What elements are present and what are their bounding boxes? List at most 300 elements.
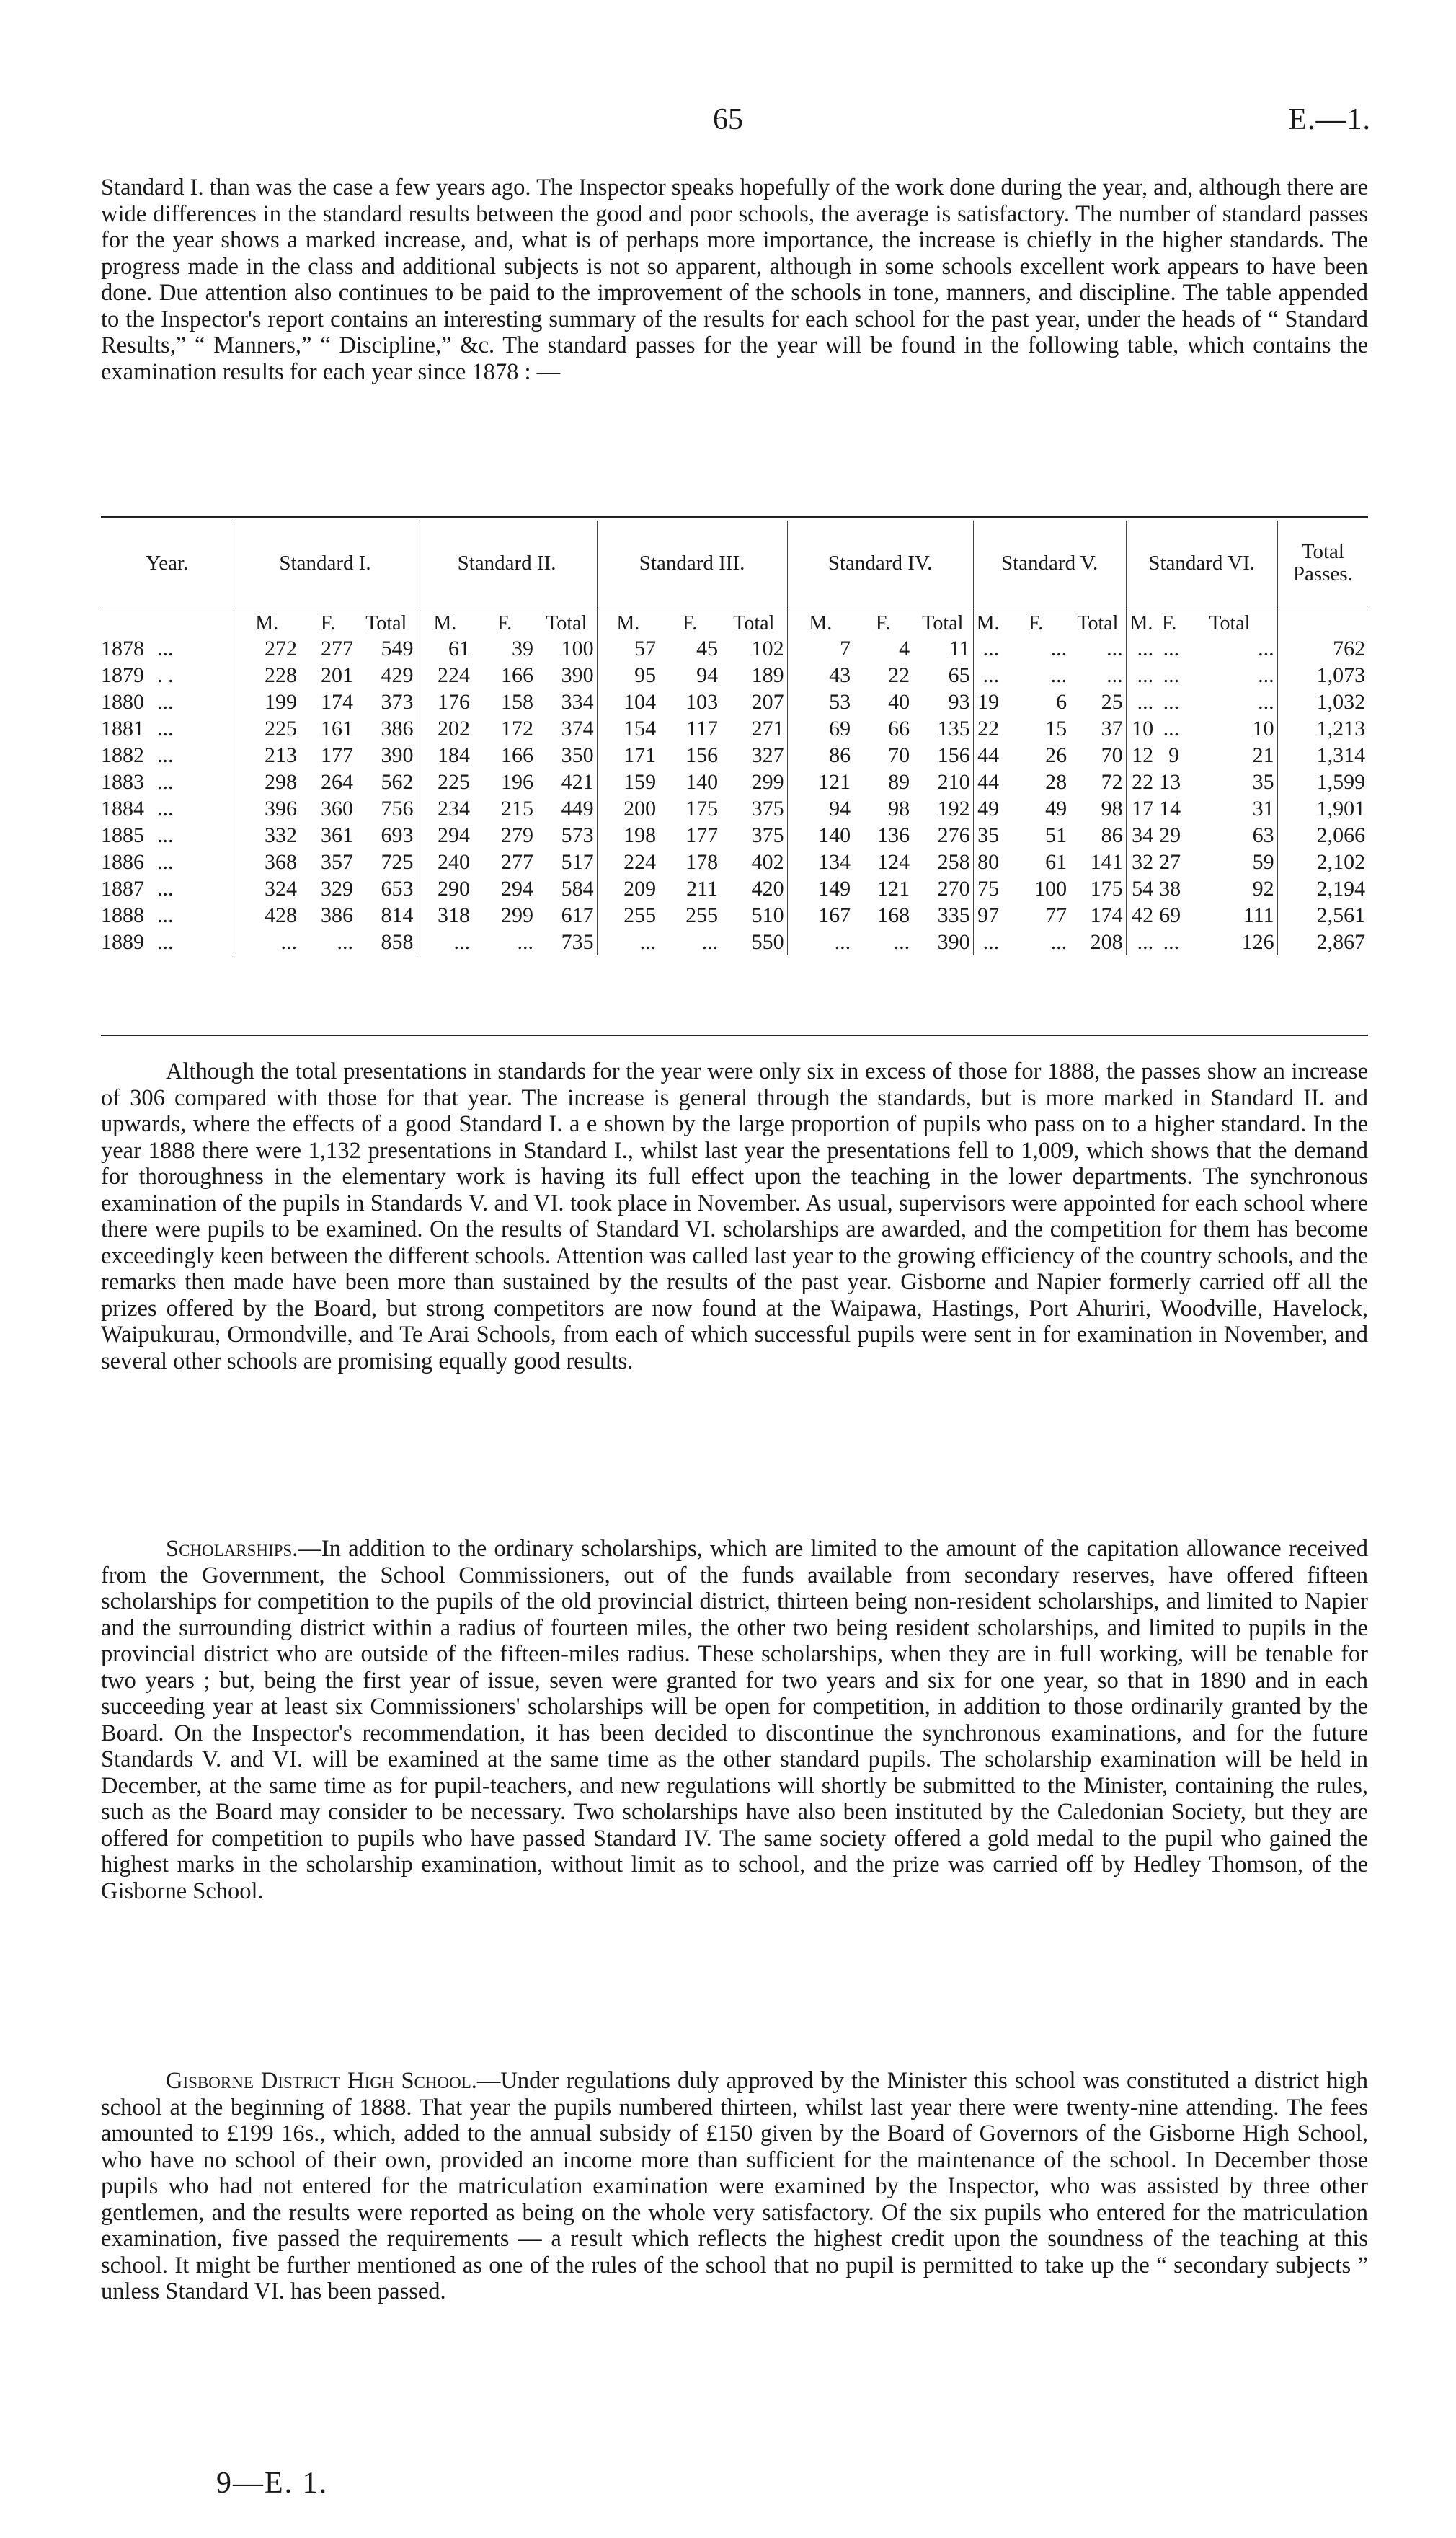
table-cell: 272 <box>234 635 300 662</box>
standard-passes-table <box>101 521 1368 955</box>
table-cell: 95 <box>597 662 659 689</box>
table-cell: ... <box>893 929 910 954</box>
year-leader-dots: ... <box>157 823 174 847</box>
table-cell: 175 <box>1090 876 1123 901</box>
table-cell: 858 <box>381 929 414 954</box>
table-cell: 294 <box>501 876 534 901</box>
table-cell: 156 <box>685 743 719 767</box>
year-cell <box>101 689 234 715</box>
table-cell: 93 <box>948 689 970 714</box>
table-cell: 57 <box>597 635 659 662</box>
table-cell: 121 <box>787 769 853 795</box>
sub-header-total: Total <box>536 606 597 636</box>
table-cell: ... <box>234 929 300 955</box>
year-leader-dots: ... <box>157 743 174 767</box>
table-cell: 70 <box>1101 743 1123 767</box>
intro-paragraph: Standard I. than was the case a few years ago. The Inspector speaks hopefully of the work done during the year, and, although there are wide differences in the standard results between the good and poor schools, the average is satisfactory. The number of standard passes for the year shows a marked increase, and, what is of perhaps more importance, the increase is chiefly in the higher standards. The progress made in the class and additional subjects is not so apparent, although in some schools excellent work appears to have been done. Due attention also continues to be paid to the improvement of the schools in tone, manners, and discipline. The table appended to the Inspector's report contains an interesting summary of the results for each school for the past year, under the heads of “ Standard Results,” “ Manners,” “ Discipline,” &c. The standard passes for the year will be found in the following table, which contains the examination results for each year since 1878 : — <box>101 174 1368 385</box>
table-cell: 184 <box>417 742 473 769</box>
table-cell: 174 <box>1090 903 1123 927</box>
table-cell: 429 <box>381 663 414 687</box>
table-cell: 45 <box>696 636 719 660</box>
table-cell: 42 <box>1126 902 1156 929</box>
sub-header-f: F. <box>1002 606 1070 636</box>
table-row <box>101 875 1368 902</box>
table-cell: 177 <box>685 823 719 847</box>
table-cell: 22 <box>888 663 910 687</box>
table-cell: ... <box>1258 636 1274 660</box>
table-cell: 234 <box>417 795 473 822</box>
table-cell: 140 <box>787 822 853 849</box>
table-cell: 34 <box>1126 822 1156 849</box>
year-value: 1888 <box>101 903 144 927</box>
table-cell: 298 <box>234 769 300 795</box>
table-cell: 31 <box>1252 796 1274 821</box>
table-cell: 390 <box>381 743 414 767</box>
table-row <box>101 822 1368 849</box>
year-value: 1878 <box>101 636 144 660</box>
year-cell <box>101 822 234 849</box>
table-cell: 177 <box>321 743 353 767</box>
year-cell <box>101 635 234 662</box>
total-passes-header: Total Passes. <box>1277 521 1368 606</box>
table-sub-header-row <box>101 606 1368 636</box>
total-passes-cell: 1,901 <box>1277 795 1368 822</box>
table-cell: 158 <box>501 689 534 714</box>
table-group-header-row <box>101 521 1368 606</box>
table-cell: 428 <box>234 902 300 929</box>
table-cell: 124 <box>877 849 910 874</box>
year-value: 1887 <box>101 876 144 901</box>
table-cell: 35 <box>1252 769 1274 794</box>
table-cell: 199 <box>234 689 300 715</box>
table-cell: 75 <box>973 875 1002 902</box>
sub-header-f: F. <box>300 606 356 636</box>
standard-iv-header: Standard IV. <box>787 521 973 606</box>
year-leader-dots: ... <box>157 716 174 740</box>
total-passes-cell: 1,599 <box>1277 769 1368 795</box>
sub-header-total: Total <box>1070 606 1126 636</box>
table-body <box>101 635 1368 955</box>
sub-header-f: F. <box>473 606 536 636</box>
sub-header-total: Total <box>1182 606 1277 636</box>
table-cell: 324 <box>234 875 300 902</box>
table-cell: ... <box>517 929 534 954</box>
total-passes-cell: 2,102 <box>1277 849 1368 875</box>
sub-header-total: Total <box>913 606 973 636</box>
table-cell: 10 <box>1252 716 1274 740</box>
total-passes-cell: 762 <box>1277 635 1368 662</box>
table-cell: 174 <box>321 689 353 714</box>
table-cell: ... <box>1050 636 1067 660</box>
table-cell: ... <box>1163 929 1180 954</box>
table-cell: 92 <box>1252 876 1274 901</box>
table-cell: 550 <box>751 929 784 954</box>
table-cell: 279 <box>501 823 534 847</box>
table-cell: 156 <box>937 743 970 767</box>
table-cell: 70 <box>888 743 910 767</box>
table-top-rule <box>101 516 1368 518</box>
table-cell: 224 <box>597 849 659 875</box>
sub-header-m: M. <box>417 606 473 636</box>
sub-header-total: Total <box>356 606 417 636</box>
table-cell: ... <box>1163 636 1180 660</box>
table-cell: 121 <box>877 876 910 901</box>
table-cell: 136 <box>877 823 910 847</box>
table-row <box>101 635 1368 662</box>
table-cell: 61 <box>1045 849 1067 874</box>
table-cell: 209 <box>597 875 659 902</box>
table-cell: 135 <box>937 716 970 740</box>
table-cell: 201 <box>321 663 353 687</box>
year-leader-dots: . . <box>157 663 174 687</box>
year-leader-dots: ... <box>157 929 174 954</box>
table-cell: ... <box>1126 662 1156 689</box>
table-cell: 334 <box>561 689 594 714</box>
table-cell: 10 <box>1126 715 1156 742</box>
table-cell: 215 <box>501 796 534 821</box>
table-cell: 202 <box>417 715 473 742</box>
table-cell: ... <box>973 635 1002 662</box>
table-cell: 573 <box>561 823 594 847</box>
sub-header-f: F. <box>853 606 913 636</box>
table-cell: 270 <box>937 876 970 901</box>
total-passes-cell: 1,032 <box>1277 689 1368 715</box>
year-value: 1884 <box>101 796 144 821</box>
table-cell: 98 <box>888 796 910 821</box>
table-cell: 175 <box>685 796 719 821</box>
table-cell: 98 <box>1101 796 1123 821</box>
table-cell: 329 <box>321 876 353 901</box>
table-cell: 154 <box>597 715 659 742</box>
standard-iii-header: Standard III. <box>597 521 787 606</box>
total-passes-cell: 2,561 <box>1277 902 1368 929</box>
table-cell: 277 <box>501 849 534 874</box>
table-cell: 725 <box>381 849 414 874</box>
year-leader-dots: ... <box>157 689 174 714</box>
table-cell: 53 <box>787 689 853 715</box>
table-cell: 200 <box>597 795 659 822</box>
table-cell: 100 <box>561 636 594 660</box>
table-cell: 277 <box>321 636 353 660</box>
table-row <box>101 902 1368 929</box>
table-cell: ... <box>1126 635 1156 662</box>
table-cell: 224 <box>417 662 473 689</box>
table-cell: 420 <box>751 876 784 901</box>
table-row <box>101 769 1368 795</box>
table-cell: 19 <box>973 689 1002 715</box>
table-cell: 584 <box>561 876 594 901</box>
sub-header-m: M. <box>597 606 659 636</box>
table-cell: 59 <box>1252 849 1274 874</box>
table-cell: 290 <box>417 875 473 902</box>
table-cell: 210 <box>937 769 970 794</box>
table-cell: 69 <box>1159 903 1181 927</box>
table-cell: 178 <box>685 849 719 874</box>
table-cell: 375 <box>751 823 784 847</box>
table-cell: 15 <box>1045 716 1067 740</box>
table-cell: 168 <box>877 903 910 927</box>
table-cell: 80 <box>973 849 1002 875</box>
table-cell: 196 <box>501 769 534 794</box>
table-cell: 103 <box>685 689 719 714</box>
table-cell: 374 <box>561 716 594 740</box>
table-cell: 276 <box>937 823 970 847</box>
table-cell: 28 <box>1045 769 1067 794</box>
table-cell: 617 <box>561 903 594 927</box>
table-cell: ... <box>1126 929 1156 955</box>
table-cell: ... <box>1050 929 1067 954</box>
table-cell: 421 <box>561 769 594 794</box>
table-cell: ... <box>787 929 853 955</box>
table-cell: 22 <box>1126 769 1156 795</box>
table-cell: 373 <box>381 689 414 714</box>
table-cell: 126 <box>1241 929 1274 954</box>
total-passes-cell: 2,066 <box>1277 822 1368 849</box>
table-cell: ... <box>1050 663 1067 687</box>
table-cell: 13 <box>1159 769 1181 794</box>
table-cell: 94 <box>696 663 719 687</box>
table-cell: 368 <box>234 849 300 875</box>
year-cell <box>101 875 234 902</box>
table-cell: 386 <box>321 903 353 927</box>
table-cell: 208 <box>1090 929 1123 954</box>
table-cell: 211 <box>686 876 719 901</box>
table-cell: ... <box>337 929 353 954</box>
total-passes-cell: 2,867 <box>1277 929 1368 955</box>
year-cell <box>101 849 234 875</box>
table-cell: 22 <box>973 715 1002 742</box>
table-cell: 117 <box>686 716 719 740</box>
table-cell: 11 <box>949 636 970 660</box>
signature-mark: 9—E. 1. <box>216 2467 329 2500</box>
table-cell: 517 <box>561 849 594 874</box>
table-cell: 17 <box>1126 795 1156 822</box>
table-cell: ... <box>1163 689 1180 714</box>
table-cell: ... <box>1163 716 1180 740</box>
total-passes-cell: 1,073 <box>1277 662 1368 689</box>
table-cell: ... <box>1106 636 1123 660</box>
table-row <box>101 849 1368 875</box>
table-cell: 27 <box>1159 849 1181 874</box>
year-leader-dots: ... <box>157 849 174 874</box>
table-cell: 390 <box>561 663 594 687</box>
year-value: 1886 <box>101 849 144 874</box>
table-cell: 299 <box>751 769 784 794</box>
table-cell: 44 <box>973 769 1002 795</box>
table-row <box>101 742 1368 769</box>
table-cell: ... <box>417 929 473 955</box>
table-cell: 35 <box>973 822 1002 849</box>
table-cell: 49 <box>973 795 1002 822</box>
scholarships-heading: Scholarships. <box>166 1536 298 1562</box>
table-cell: 299 <box>501 903 534 927</box>
sub-header-m: M. <box>787 606 853 636</box>
sub-header-m: M. <box>1126 606 1156 636</box>
table-cell: 61 <box>417 635 473 662</box>
table-cell: 332 <box>234 822 300 849</box>
table-cell: 240 <box>417 849 473 875</box>
table-cell: 7 <box>787 635 853 662</box>
table-cell: ... <box>701 929 719 954</box>
table-cell: 756 <box>381 796 414 821</box>
table-cell: 97 <box>973 902 1002 929</box>
year-value: 1885 <box>101 823 144 847</box>
table-cell: 32 <box>1126 849 1156 875</box>
table-cell: 361 <box>321 823 353 847</box>
table-cell: 225 <box>234 715 300 742</box>
table-cell: 549 <box>381 636 414 660</box>
standard-i-header: Standard I. <box>234 521 417 606</box>
document-reference: E.—1. <box>1288 103 1371 136</box>
table-cell: 255 <box>685 903 719 927</box>
paragraph-after-table: Although the total presentations in standards for the year were only six in excess of those for 1888, the passes show an increase of 306 compared with those for that year. The increase is general through the standards, but is more marked in Standard II. and upwards, where the effects of a good Standard I. a e shown by the large proportion of pupils who pass on to a higher standard. In the year 1888 there were 1,132 presentations in Standard I., whilst last year the presentations fell to 1,009, which shows that the demand for thoroughness in the elementary work is having its full effect upon the teaching in the lower departments. The synchronous examination of the pupils in Standards V. and VI. took place in November. As usual, supervisors were appointed for each school where there were pupils to be examined. On the results of Standard VI. scholarships are awarded, and the competition for them has become exceedingly keen between the different schools. Attention was called last year to the growing efficiency of the country schools, and the remarks then made have been more than sustained by the results of the past year. Gisborne and Napier formerly carried off all the prizes offered by the Board, but strong competitors are now found at the Waipawa, Hastings, Port Ahuriri, Woodville, Havelock, Waipukurau, Ormondville, and Te Arai Schools, from each of which successful pupils were sent in for examination in November, and several other schools are promising equally good results. <box>101 1058 1368 1374</box>
table-cell: 562 <box>381 769 414 794</box>
sub-header-f: F. <box>1156 606 1182 636</box>
table-cell: ... <box>973 662 1002 689</box>
year-leader-dots: ... <box>157 876 174 901</box>
table-cell: 213 <box>234 742 300 769</box>
table-cell: 228 <box>234 662 300 689</box>
table-cell: 271 <box>751 716 784 740</box>
table-cell: 350 <box>561 743 594 767</box>
table-cell: 225 <box>417 769 473 795</box>
table-cell: 37 <box>1101 716 1123 740</box>
table-cell: 21 <box>1252 743 1274 767</box>
table-cell: 54 <box>1126 875 1156 902</box>
year-value: 1879 <box>101 663 144 687</box>
table-cell: 86 <box>787 742 853 769</box>
total-passes-cell: 2,194 <box>1277 875 1368 902</box>
table-row <box>101 662 1368 689</box>
table-cell: 4 <box>899 636 910 660</box>
table-cell: ... <box>1163 663 1180 687</box>
table-cell: 327 <box>751 743 784 767</box>
scholarships-paragraph <box>101 1536 1368 1904</box>
table-cell: 111 <box>1243 903 1274 927</box>
table-cell: 166 <box>501 663 534 687</box>
table-cell: 49 <box>1045 796 1067 821</box>
table-cell: 192 <box>937 796 970 821</box>
high-school-paragraph <box>101 2068 1368 2305</box>
table-cell: 159 <box>597 769 659 795</box>
sub-header-m: M. <box>234 606 300 636</box>
table-cell: ... <box>1106 663 1123 687</box>
table-cell: 167 <box>787 902 853 929</box>
sub-header-total: Total <box>721 606 787 636</box>
table-cell: 375 <box>751 796 784 821</box>
table-cell: 264 <box>321 769 353 794</box>
table-cell: 258 <box>937 849 970 874</box>
table-cell: 141 <box>1090 849 1123 874</box>
year-cell <box>101 902 234 929</box>
table-cell: 86 <box>1101 823 1123 847</box>
table-cell: 390 <box>937 929 970 954</box>
table-cell: 140 <box>685 769 719 794</box>
table-cell: ... <box>1258 663 1274 687</box>
table-cell: 44 <box>973 742 1002 769</box>
year-value: 1882 <box>101 743 144 767</box>
table-cell: 43 <box>787 662 853 689</box>
table-cell: ... <box>973 929 1002 955</box>
table-bottom-rule <box>101 1035 1368 1036</box>
year-cell <box>101 929 234 955</box>
standard-v-header: Standard V. <box>973 521 1126 606</box>
table-cell: 360 <box>321 796 353 821</box>
standard-vi-header: Standard VI. <box>1126 521 1277 606</box>
table-cell: 29 <box>1159 823 1181 847</box>
table-cell: 63 <box>1252 823 1274 847</box>
sub-header-m: M. <box>973 606 1002 636</box>
table-row <box>101 929 1368 955</box>
year-cell <box>101 769 234 795</box>
table-cell: 396 <box>234 795 300 822</box>
table-cell: 69 <box>787 715 853 742</box>
scholarships-body: —In addition to the ordinary scholarships, which are limited to the amount of the capitation allowance received from the Government, the School Commissioners, out of the funds available from secondary reserves, have offered fifteen scholarships for competition to the pupils of the old provincial district, thirteen being non-resident scholarships, and limited to Napier and the surrounding district within a radius of fourteen miles, the other two being resident scholarships, and limited to pupils in the provincial district who are outside of the fifteen-miles radius. These scholarships, when they are in full working, will be tenable for two years ; but, being the first year of issue, seven were granted for two years and six for one year, so that in 1890 and in each succeeding year at least six Commissioners' scholarships will be open for competition, in addition to those ordinarily granted by the Board. On the Inspector's recommendation, it has been decided to discontinue the synchronous examinations, and for the future Standards V. and VI. will be examined at the same time as the other standard pupils. The scholarship examination will be held in December, at the same time as for pupil-teachers, and new regulations will shortly be submitted to the Minister, containing the rules, such as the Board may consider to be necessary. Two scholarships have also been instituted by the Caledonian Society, but they are offered for competition to pupils who have passed Standard IV. The same society offered a gold medal to the pupil who gained the highest marks in the scholarship examination, without limit as to school, and the prize was carried off by Hedley Thomson, of the Gisborne School. <box>101 1536 1368 1904</box>
year-cell <box>101 662 234 689</box>
table-cell: ... <box>1258 689 1274 714</box>
table-cell: 386 <box>381 716 414 740</box>
table-cell: 9 <box>1168 743 1180 767</box>
table-cell: 171 <box>597 742 659 769</box>
table-cell: 166 <box>501 743 534 767</box>
year-value: 1881 <box>101 716 144 740</box>
year-leader-dots: ... <box>157 769 174 794</box>
table-cell: 318 <box>417 902 473 929</box>
table-cell: ... <box>1126 689 1156 715</box>
table-cell: 814 <box>381 903 414 927</box>
table-cell: 12 <box>1126 742 1156 769</box>
year-value: 1880 <box>101 689 144 714</box>
table-cell: 172 <box>501 716 534 740</box>
year-leader-dots: ... <box>157 636 174 660</box>
table-cell: 100 <box>1034 876 1067 901</box>
high-school-body: —Under regulations duly approved by the Minister this school was constituted a district high school at the beginning of 1888. That year the pupils numbered thirteen, whilst last year there were twenty-nine attending. The fees amounted to £199 16s., which, added to the annual subsidy of £150 given by the Board of Governors of the Gisborne High School, who have no school of their own, provided an income more than sufficient for the maintenance of the school. In December those pupils who had not entered for the matriculation examination were examined by the Inspector, who was assisted by three other gentlemen, and the results were reported as being on the whole very satisfactory. Of the six pupils who entered for the matriculation examination, five passed the requirements — a result which reflects the highest credit upon the soundness of the teaching at this school. It might be further mentioned as one of the rules of the school that no pupil is permitted to take up the “ secondary subjects ” unless Standard VI. has been passed. <box>101 2068 1368 2304</box>
year-leader-dots: ... <box>157 903 174 927</box>
page-number: 65 <box>713 103 743 136</box>
year-value: 1889 <box>101 929 144 954</box>
table-cell: 198 <box>597 822 659 849</box>
table-cell: 207 <box>751 689 784 714</box>
year-cell <box>101 715 234 742</box>
table-cell: 94 <box>787 795 853 822</box>
year-value: 1883 <box>101 769 144 794</box>
high-school-heading: Gisborne District High School. <box>166 2068 477 2094</box>
table-cell: 335 <box>937 903 970 927</box>
table-cell: ... <box>597 929 659 955</box>
table-cell: 149 <box>787 875 853 902</box>
table-row <box>101 715 1368 742</box>
table-cell: 693 <box>381 823 414 847</box>
year-header: Year. <box>146 551 189 575</box>
table-cell: 653 <box>381 876 414 901</box>
table-cell: 402 <box>751 849 784 874</box>
table-cell: 161 <box>321 716 353 740</box>
table-cell: 102 <box>751 636 784 660</box>
table-cell: 510 <box>751 903 784 927</box>
table-cell: 357 <box>321 849 353 874</box>
total-passes-cell: 1,213 <box>1277 715 1368 742</box>
table-cell: 294 <box>417 822 473 849</box>
table-cell: 25 <box>1101 689 1123 714</box>
table-cell: 104 <box>597 689 659 715</box>
year-leader-dots: ... <box>157 796 174 821</box>
table-cell: 6 <box>1056 689 1067 714</box>
table-cell: 40 <box>888 689 910 714</box>
table-cell: 77 <box>1045 903 1067 927</box>
total-passes-cell: 1,314 <box>1277 742 1368 769</box>
table-cell: 89 <box>888 769 910 794</box>
table-cell: 735 <box>561 929 594 954</box>
